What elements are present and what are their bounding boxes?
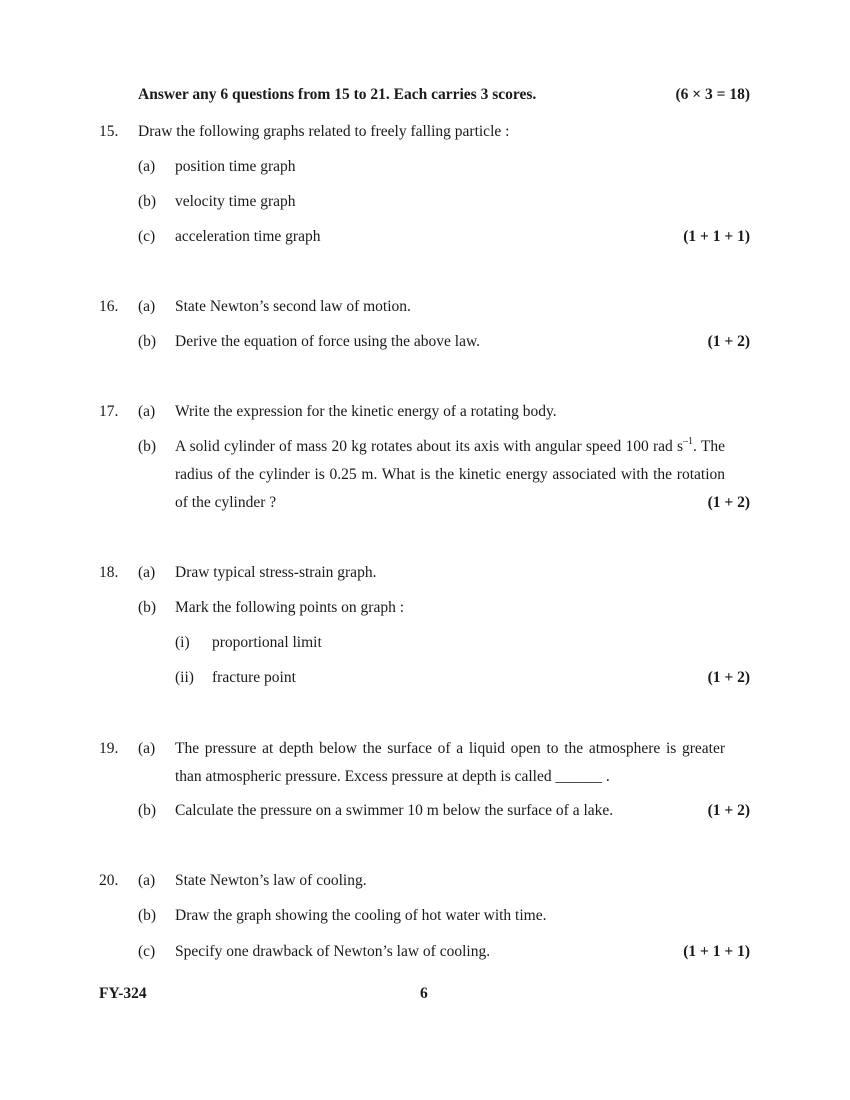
part-text: Specify one drawback of Newton’s law of cooling. — [175, 943, 491, 960]
part-label: (a) — [138, 158, 156, 175]
question-stem: Draw the following graphs related to freely falling particle : — [138, 123, 510, 140]
question-number: 15. — [99, 123, 119, 140]
subpart-label: (i) — [175, 634, 190, 651]
part-text: The pressure at depth below the surface of a liquid open to the atmosphere is greater than atmospheric pressure. Excess pressure at depth is called ______ . — [175, 740, 725, 785]
instruction-text: Answer any 6 questions from 15 to 21. Each carries 3 scores. — [138, 86, 537, 103]
page-number: 6 — [420, 985, 428, 1002]
question-score: (1 + 2) — [707, 494, 750, 511]
instruction-score: (6 × 3 = 18) — [675, 86, 750, 103]
question-number: 18. — [99, 564, 119, 581]
question-number: 17. — [99, 403, 119, 420]
question-score: (1 + 2) — [707, 333, 750, 350]
part-label: (c) — [138, 228, 156, 245]
part-text: Derive the equation of force using the above law. — [175, 333, 481, 350]
part-text: A solid cylinder of mass 20 kg rotates about its axis with angular speed 100 rad s — [175, 438, 684, 455]
part-text: State Newton’s second law of motion. — [175, 298, 411, 315]
question-score: (1 + 1 + 1) — [683, 228, 750, 245]
subpart-label: (ii) — [175, 669, 194, 686]
part-label: (a) — [138, 564, 156, 581]
question-number: 20. — [99, 872, 119, 889]
subpart-text: fracture point — [212, 669, 296, 686]
part-text: State Newton’s law of cooling. — [175, 872, 367, 889]
part-text: . The radius of the cylinder is 0.25 m. What is the kinetic energy associated with the rotation of the cylinder ? — [175, 438, 725, 511]
part-text: position time graph — [175, 158, 296, 175]
question-number: 16. — [99, 298, 119, 315]
part-label: (a) — [138, 740, 156, 757]
part-label: (a) — [138, 403, 156, 420]
part-text: velocity time graph — [175, 193, 296, 210]
part-label: (a) — [138, 872, 156, 889]
part-label: (b) — [138, 438, 157, 455]
paper-code: FY-324 — [99, 985, 147, 1002]
part-text: Calculate the pressure on a swimmer 10 m below the surface of a lake. — [175, 802, 614, 819]
part-label: (b) — [138, 599, 157, 616]
part-label: (c) — [138, 943, 156, 960]
part-paragraph — [175, 433, 725, 517]
part-label: (b) — [138, 193, 157, 210]
superscript: –1 — [683, 435, 694, 447]
question-number: 19. — [99, 740, 119, 757]
subpart-text: proportional limit — [212, 634, 322, 651]
part-label: (a) — [138, 298, 156, 315]
part-text: Mark the following points on graph : — [175, 599, 405, 616]
question-score: (1 + 2) — [707, 802, 750, 819]
part-label: (b) — [138, 802, 157, 819]
question-score: (1 + 2) — [707, 669, 750, 686]
question-score: (1 + 1 + 1) — [683, 943, 750, 960]
part-text: Write the expression for the kinetic energy of a rotating body. — [175, 403, 557, 420]
part-label: (b) — [138, 333, 157, 350]
part-text: acceleration time graph — [175, 228, 321, 245]
part-text: Draw the graph showing the cooling of hot water with time. — [175, 907, 547, 924]
part-label: (b) — [138, 907, 157, 924]
part-paragraph — [175, 735, 725, 791]
part-text: Draw typical stress-strain graph. — [175, 564, 377, 581]
